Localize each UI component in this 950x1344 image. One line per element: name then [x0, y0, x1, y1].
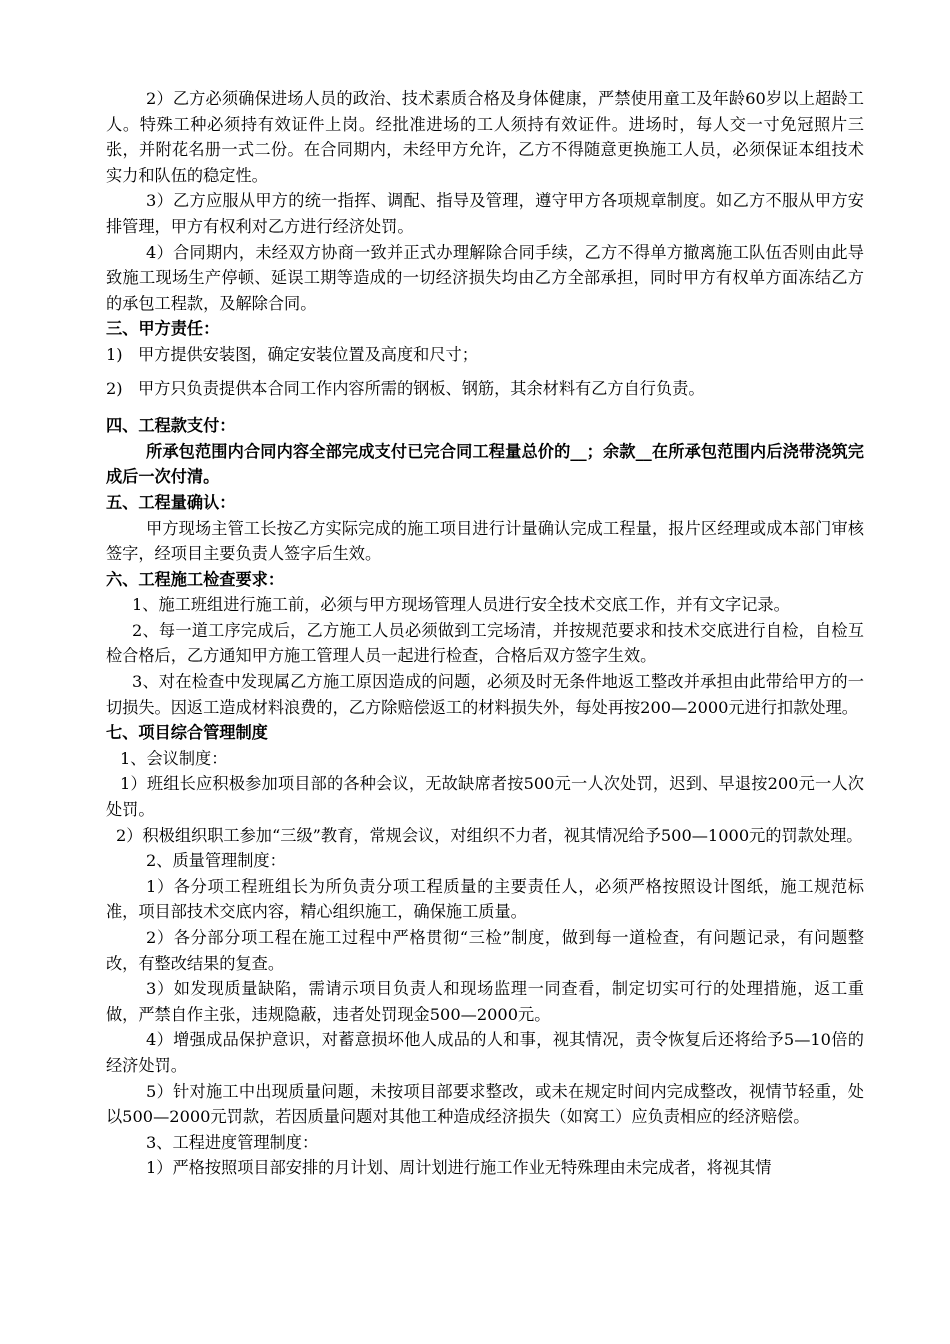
section-7-heading: 七、项目综合管理制度 [106, 723, 268, 743]
quality-rule-item: 2）各分部分项工程在施工过程中严格贯彻“三检”制度，做到每一道检查，有问题记录，有问题整改，有整改结果的复查。 [106, 928, 864, 973]
inspection-item: 2、每一道工序完成后，乙方施工人员必须做到工完场清，并按规范要求和技术交底进行自检，自检互检合格后，乙方通知甲方施工管理人员一起进行检查，合格后双方签字生效。 [106, 620, 864, 666]
payment-terms: 所承包范围内合同内容全部完成支付已完合同工程量总价的__；余款__在所承包范围内后浇带浇筑完成后一次付清。 [106, 441, 864, 487]
list-item-number: 1) [106, 344, 123, 364]
quality-rule-item: 1）各分项工程班组长为所负责分项工程质量的主要责任人，必须严格按照设计图纸，施工规范标准，项目部技术交底内容，精心组织施工，确保施工质量。 [106, 876, 864, 922]
paragraph-clause-2: 2）乙方必须确保进场人员的政治、技术素质合格及身体健康，严禁使用童工及年龄60岁以上超龄工人。特殊工种必须持有效证件上岗。经批准进场的工人须持有效证件。进场时，每人交一寸免冠照片三张，并附花名册一式二份。在合同期内，未经甲方允许，乙方不得随意更换施工人员，必须保证本组技术实力和队伍的稳定性。 [106, 89, 864, 185]
quality-rules-title: 2、质量管理制度： [146, 851, 286, 871]
quantity-confirmation-text: 甲方现场主管工长按乙方实际完成的施工项目进行计量确认完成工程量，报片区经理或成本部门审核签字，经项目主要负责人签字后生效。 [106, 518, 864, 564]
list-item [106, 342, 864, 368]
schedule-rule-item: 1）严格按照项目部安排的月计划、周计划进行施工作业无特殊理由未完成者，将视其情 [146, 1158, 772, 1178]
section-5-heading: 五、工程量确认： [106, 492, 236, 512]
paragraph-clause-3: 3）乙方应服从甲方的统一指挥、调配、指导及管理，遵守甲方各项规章制度。如乙方不服从甲方安排管理，甲方有权利对乙方进行经济处罚。 [106, 191, 864, 236]
section-4-heading: 四、工程款支付： [106, 416, 236, 436]
list-item-number: 2) [106, 378, 123, 398]
section-6-heading: 六、工程施工检查要求： [106, 569, 285, 589]
quality-rule-item: 5）针对施工中出现质量问题，未按项目部要求整改，或未在规定时间内完成整改，视情节轻重，处以500—2000元罚款，若因质量问题对其他工种造成经济损失（如窝工）应负责相应的经济赔偿。 [106, 1081, 864, 1127]
list-item-text: 甲方提供安装图，确定安装位置及高度和尺寸； [138, 344, 478, 364]
list-item [106, 376, 864, 402]
inspection-item: 3、对在检查中发现属乙方施工原因造成的问题，必须及时无条件地返工整改并承担由此带给甲方的一切损失。因返工造成材料浪费的，乙方除赔偿返工的材料损失外，每处再按200—2000元进行扣款处理。 [106, 672, 864, 717]
list-item-text: 甲方只负责提供本合同工作内容所需的钢板、钢筋，其余材料有乙方自行负责。 [138, 378, 705, 398]
quality-rule-item: 4）增强成品保护意识，对蓄意损坏他人成品的人和事，视其情况，责令恢复后还将给予5—10倍的经济处罚。 [106, 1030, 864, 1075]
schedule-rules-title: 3、工程进度管理制度： [146, 1132, 319, 1152]
meeting-rules-title: 1、会议制度： [120, 748, 228, 768]
meeting-rule-item: 2）积极组织职工参加“三级”教育，常规会议，对组织不力者，视其情况给予500—1000元的罚款处理。 [116, 825, 863, 845]
paragraph-clause-4: 4）合同期内，未经双方协商一致并正式办理解除合同手续，乙方不得单方撤离施工队伍否则由此导致施工现场生产停顿、延误工期等造成的一切经济损失均由乙方全部承担，同时甲方有权单方面冻结乙方的承包工程款，及解除合同。 [106, 242, 864, 313]
document-page [106, 86, 864, 1181]
quality-rule-item: 3）如发现质量缺陷，需请示项目负责人和现场监理一同查看，制定切实可行的处理措施，返工重做，严禁自作主张，违规隐蔽，违者处罚现金500—2000元。 [106, 979, 864, 1024]
section-3-heading: 三、甲方责任： [106, 319, 220, 339]
meeting-rule-item: 1）班组长应积极参加项目部的各种会议，无故缺席者按500元一人次处罚，迟到、早退按200元一人次处罚。 [106, 774, 864, 820]
inspection-item: 1、施工班组进行施工前，必须与甲方现场管理人员进行安全技术交底工作，并有文字记录。 [132, 595, 790, 615]
